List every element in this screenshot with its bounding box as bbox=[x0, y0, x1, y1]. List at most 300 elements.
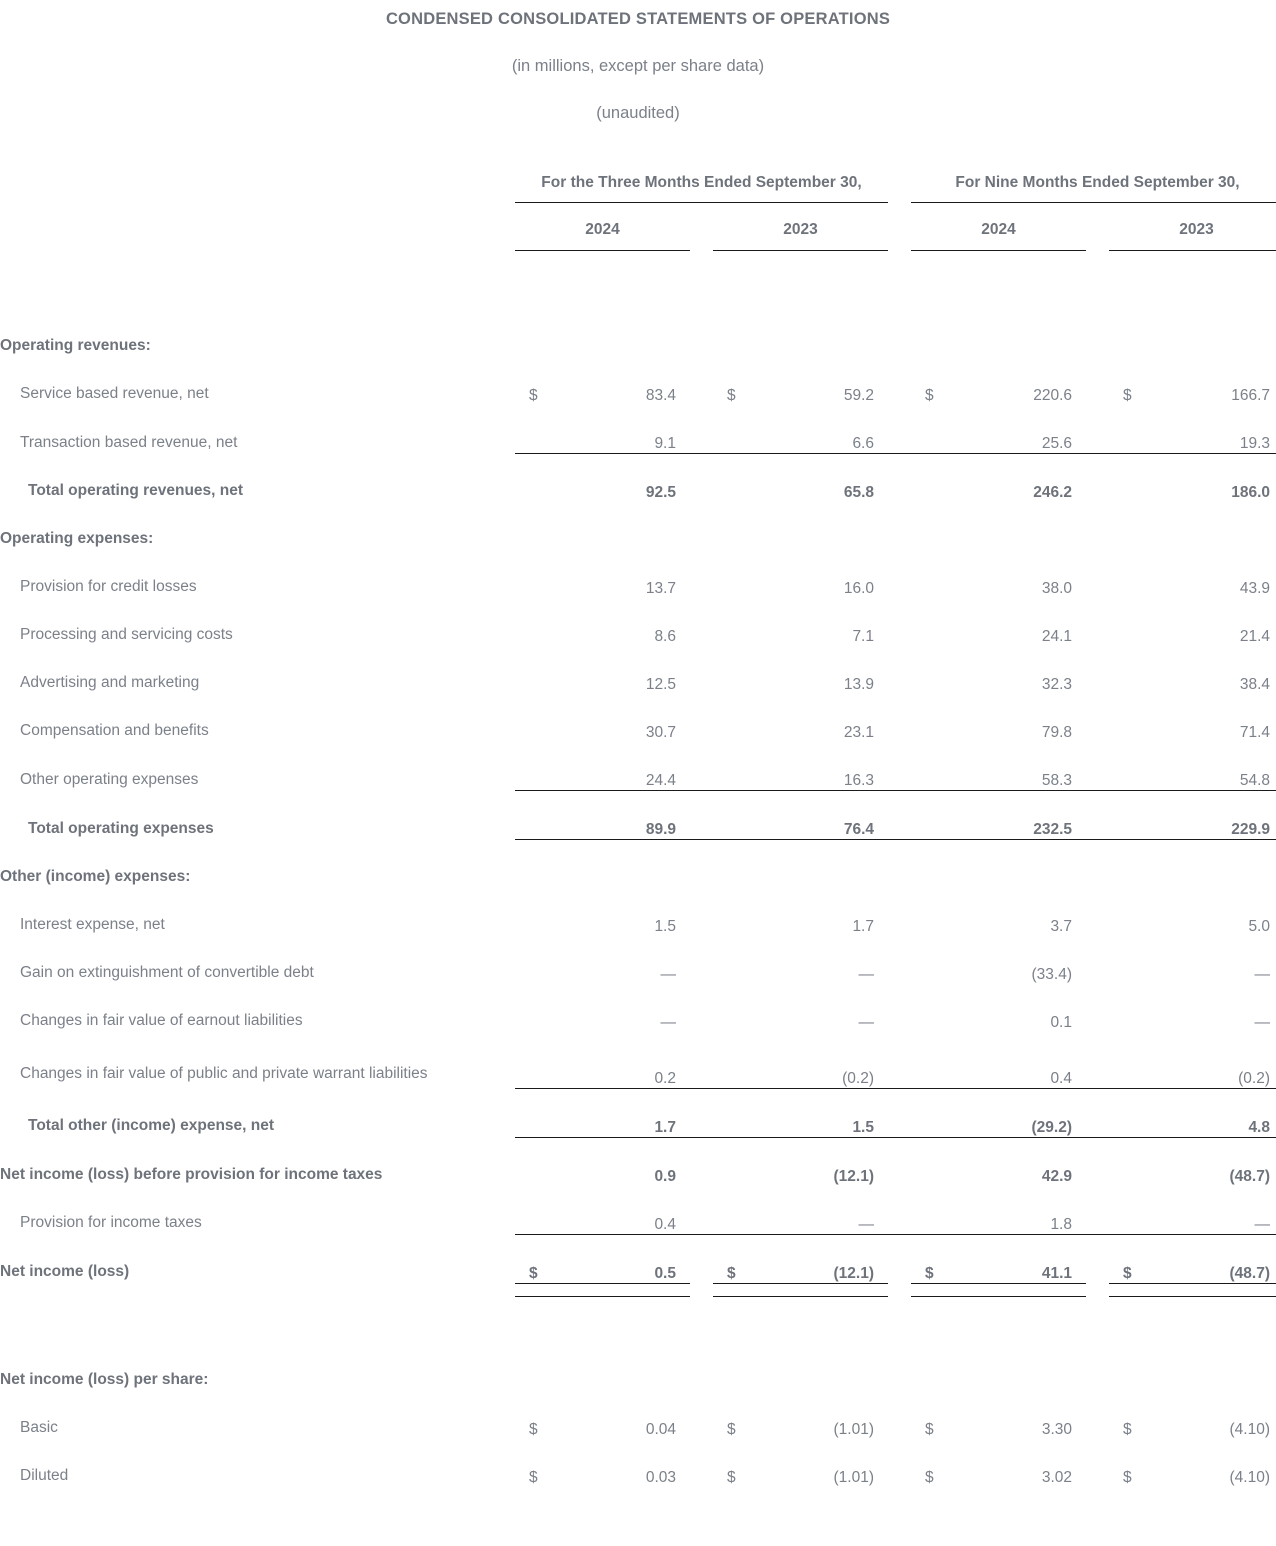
currency-symbol-col1: $ bbox=[529, 1468, 538, 1486]
value-col4: (4.10) bbox=[1229, 1468, 1270, 1486]
double-rule-gap-2 bbox=[888, 1283, 911, 1296]
currency-symbol-col4 bbox=[1109, 1088, 1147, 1137]
section-heading-label: Operating revenues: bbox=[0, 337, 151, 354]
currency-symbol-col1 bbox=[515, 791, 553, 840]
gap-cell bbox=[751, 1296, 888, 1343]
currency-symbol-col2 bbox=[713, 791, 751, 840]
currency-symbol-col2 bbox=[713, 984, 751, 1032]
section-heading-spacer bbox=[888, 840, 911, 889]
column-gap-2 bbox=[888, 1439, 911, 1487]
section-heading-row bbox=[0, 309, 1276, 357]
value-col1: 24.4 bbox=[645, 772, 676, 789]
section-heading-spacer bbox=[1147, 502, 1276, 550]
currency-symbol-col4 bbox=[1109, 598, 1147, 646]
value-col4: — bbox=[1254, 1014, 1270, 1031]
currency-symbol-col1 bbox=[515, 1137, 553, 1186]
section-heading-spacer bbox=[949, 1343, 1086, 1391]
value-col4: (48.7) bbox=[1147, 1234, 1276, 1283]
currency-symbol-col4 bbox=[1109, 742, 1147, 791]
section-heading-spacer bbox=[515, 840, 553, 889]
column-gap-2 bbox=[888, 598, 911, 646]
section-heading-spacer bbox=[553, 840, 690, 889]
column-gap-3 bbox=[1086, 742, 1109, 791]
value-col3: 246.2 bbox=[949, 454, 1086, 503]
row-label: Gain on extinguishment of convertible debt bbox=[20, 964, 314, 981]
row-label: Service based revenue, net bbox=[20, 385, 209, 402]
column-gap-3 bbox=[1086, 694, 1109, 742]
value-col1: 12.5 bbox=[645, 676, 676, 693]
section-heading-spacer bbox=[949, 309, 1086, 357]
table-tail-spacer bbox=[0, 1487, 1276, 1527]
unaudited-subtitle: (unaudited) bbox=[596, 104, 680, 122]
column-gap-2 bbox=[888, 454, 911, 503]
table-row bbox=[0, 791, 1276, 840]
value-col4: 4.8 bbox=[1147, 1088, 1276, 1137]
currency-symbol-col2 bbox=[713, 1137, 751, 1186]
year-header-ytd-2023: 2023 bbox=[1109, 203, 1276, 251]
column-gap-3 bbox=[1086, 646, 1109, 694]
value-col4: 19.3 bbox=[1239, 435, 1270, 452]
section-gap-row bbox=[0, 1296, 1276, 1343]
value-col2: 7.1 bbox=[852, 628, 874, 645]
header-corner-spacer bbox=[0, 170, 515, 203]
column-gap-3 bbox=[1086, 1186, 1109, 1235]
table-row bbox=[0, 1234, 1276, 1283]
value-col4: — bbox=[1254, 966, 1270, 983]
currency-symbol-col3 bbox=[911, 984, 949, 1032]
spacer-cell bbox=[888, 251, 911, 310]
column-gap-3 bbox=[1086, 405, 1109, 454]
value-col4: 229.9 bbox=[1147, 791, 1276, 840]
tail-cell bbox=[553, 1487, 690, 1527]
value-col2: 16.0 bbox=[843, 580, 874, 597]
year-header-row bbox=[0, 203, 1276, 251]
section-heading-spacer bbox=[1109, 840, 1147, 889]
currency-symbol-col3 bbox=[911, 646, 949, 694]
section-heading-spacer bbox=[949, 502, 1086, 550]
tail-cell bbox=[515, 1487, 553, 1527]
row-label: Advertising and marketing bbox=[20, 674, 200, 691]
table-row bbox=[0, 888, 1276, 936]
value-col1: 0.5 bbox=[553, 1234, 690, 1283]
column-gap-2 bbox=[888, 550, 911, 598]
column-gap-2 bbox=[888, 1088, 911, 1137]
currency-symbol-col3 bbox=[911, 1032, 949, 1088]
table-row bbox=[0, 454, 1276, 503]
gap-cell bbox=[1147, 1296, 1276, 1343]
currency-symbol-col2 bbox=[713, 550, 751, 598]
section-heading-spacer bbox=[515, 309, 553, 357]
section-heading-spacer bbox=[690, 309, 713, 357]
value-col1: — bbox=[660, 1014, 676, 1031]
tail-cell bbox=[911, 1487, 949, 1527]
section-heading-spacer bbox=[911, 502, 949, 550]
row-label: Provision for credit losses bbox=[20, 578, 197, 595]
gap-cell bbox=[911, 1296, 949, 1343]
value-col4: 21.4 bbox=[1239, 628, 1270, 645]
currency-symbol-col4: $ bbox=[1123, 387, 1132, 404]
value-col4: (48.7) bbox=[1229, 1167, 1270, 1185]
row-label: Net income (loss) before provision for income taxes bbox=[0, 1165, 383, 1183]
value-col1: 92.5 bbox=[553, 454, 690, 503]
currency-symbol-col2 bbox=[713, 888, 751, 936]
section-heading-spacer bbox=[751, 309, 888, 357]
currency-symbol-col3 bbox=[911, 936, 949, 984]
value-col4: 38.4 bbox=[1239, 676, 1270, 693]
year-row-spacer bbox=[0, 203, 515, 251]
section-heading-spacer bbox=[1086, 309, 1109, 357]
value-col1: 8.6 bbox=[654, 628, 676, 645]
value-col2: 16.3 bbox=[843, 772, 874, 789]
column-gap-2 bbox=[888, 694, 911, 742]
column-gap-1 bbox=[690, 1137, 713, 1186]
column-gap-3 bbox=[1086, 1137, 1109, 1186]
tail-cell bbox=[888, 1487, 911, 1527]
year-header-q3-2024: 2024 bbox=[515, 203, 690, 251]
section-heading-spacer bbox=[1109, 1343, 1147, 1391]
currency-symbol-col3: $ bbox=[925, 1468, 934, 1486]
tail-cell bbox=[1109, 1487, 1147, 1527]
section-heading-label: Operating expenses: bbox=[0, 530, 154, 547]
double-rule-col4-cur bbox=[1109, 1283, 1147, 1296]
value-col3: 25.6 bbox=[1041, 435, 1072, 452]
row-label: Transaction based revenue, net bbox=[20, 433, 238, 451]
currency-symbol-col3 bbox=[911, 1088, 949, 1137]
table-row bbox=[0, 1391, 1276, 1439]
value-col1: 89.9 bbox=[553, 791, 690, 840]
spacer-cell bbox=[1147, 251, 1276, 310]
double-rule-col3-cur bbox=[911, 1283, 949, 1296]
title-block bbox=[0, 0, 1276, 124]
value-col2: (12.1) bbox=[833, 1167, 874, 1185]
spacer-cell bbox=[1109, 251, 1147, 310]
table-row bbox=[0, 1137, 1276, 1186]
value-col4: 54.8 bbox=[1239, 772, 1270, 789]
row-label: Compensation and benefits bbox=[20, 722, 209, 739]
value-col1: 0.9 bbox=[654, 1167, 676, 1185]
spacer-cell bbox=[713, 251, 751, 310]
section-heading-row bbox=[0, 1343, 1276, 1391]
table-row bbox=[0, 1032, 1276, 1088]
tail-cell bbox=[1147, 1487, 1276, 1527]
section-heading-spacer bbox=[888, 502, 911, 550]
value-col1: — bbox=[660, 966, 676, 983]
tail-cell bbox=[713, 1487, 751, 1527]
spacer-cell bbox=[553, 251, 690, 310]
table-row bbox=[0, 550, 1276, 598]
value-col2: 76.4 bbox=[751, 791, 888, 840]
double-rule-col3-num bbox=[949, 1283, 1086, 1296]
currency-symbol-col1 bbox=[515, 598, 553, 646]
tail-cell bbox=[690, 1487, 713, 1527]
column-gap-2 bbox=[888, 1391, 911, 1439]
gap-cell bbox=[888, 1296, 911, 1343]
spacer-cell bbox=[1086, 251, 1109, 310]
year-gap-3 bbox=[1086, 203, 1109, 251]
currency-symbol-col3 bbox=[911, 694, 949, 742]
currency-symbol-col2 bbox=[713, 646, 751, 694]
value-col1: 0.04 bbox=[645, 1420, 676, 1438]
table-row bbox=[0, 984, 1276, 1032]
row-label: Provision for income taxes bbox=[20, 1214, 202, 1231]
value-col2: 65.8 bbox=[751, 454, 888, 503]
table-row bbox=[0, 742, 1276, 791]
currency-symbol-col4 bbox=[1109, 550, 1147, 598]
column-gap-1 bbox=[690, 1439, 713, 1487]
header-body-spacer bbox=[0, 251, 1276, 310]
column-gap-1 bbox=[690, 694, 713, 742]
gap-cell bbox=[1086, 1296, 1109, 1343]
column-gap-1 bbox=[690, 936, 713, 984]
section-heading-spacer bbox=[553, 309, 690, 357]
double-rule-col4-num bbox=[1147, 1283, 1276, 1296]
spacer-cell bbox=[515, 251, 553, 310]
section-heading-spacer bbox=[911, 309, 949, 357]
row-label: Net income (loss) bbox=[0, 1263, 130, 1280]
currency-symbol-col4 bbox=[1109, 791, 1147, 840]
column-gap-2 bbox=[888, 742, 911, 791]
currency-symbol-col4: $ bbox=[1123, 1468, 1132, 1486]
value-col2: — bbox=[858, 1014, 874, 1031]
units-subtitle: (in millions, except per share data) bbox=[511, 57, 765, 75]
value-col3: 79.8 bbox=[1041, 724, 1072, 741]
currency-symbol-col4: $ bbox=[1123, 1420, 1132, 1438]
section-heading-spacer bbox=[515, 502, 553, 550]
section-heading-spacer bbox=[713, 502, 751, 550]
section-heading-spacer bbox=[1086, 840, 1109, 889]
value-col1: 30.7 bbox=[645, 724, 676, 741]
value-col3: 220.6 bbox=[1033, 387, 1072, 404]
currency-symbol-col1 bbox=[515, 405, 553, 454]
currency-symbol-col1 bbox=[515, 936, 553, 984]
column-gap-3 bbox=[1086, 888, 1109, 936]
value-col3: 3.02 bbox=[1041, 1468, 1072, 1486]
column-gap-1 bbox=[690, 646, 713, 694]
section-heading-spacer bbox=[1086, 502, 1109, 550]
currency-symbol-col1 bbox=[515, 646, 553, 694]
section-heading-spacer bbox=[1109, 502, 1147, 550]
row-label: Total other (income) expense, net bbox=[28, 1117, 275, 1134]
value-col2: (0.2) bbox=[842, 1069, 874, 1087]
column-gap-1 bbox=[690, 791, 713, 840]
value-col4: 166.7 bbox=[1231, 387, 1270, 404]
currency-symbol-col1: $ bbox=[529, 1420, 538, 1438]
table-row bbox=[0, 694, 1276, 742]
column-gap-2 bbox=[888, 888, 911, 936]
value-col1: 9.1 bbox=[654, 435, 676, 452]
column-gap-3 bbox=[1086, 1391, 1109, 1439]
financial-table bbox=[0, 170, 1276, 1527]
currency-symbol-col4 bbox=[1109, 1032, 1147, 1088]
row-label: Interest expense, net bbox=[20, 916, 165, 933]
value-col1: 0.2 bbox=[654, 1069, 676, 1087]
column-gap-1 bbox=[690, 1391, 713, 1439]
column-gap-1 bbox=[690, 405, 713, 454]
section-heading-spacer bbox=[553, 1343, 690, 1391]
year-gap-1 bbox=[690, 203, 713, 251]
currency-symbol-col3 bbox=[911, 1186, 949, 1235]
value-col2: — bbox=[858, 966, 874, 983]
column-gap-1 bbox=[690, 1186, 713, 1235]
section-heading-spacer bbox=[911, 1343, 949, 1391]
section-heading-label: Other (income) expenses: bbox=[0, 868, 191, 885]
value-col3: 38.0 bbox=[1041, 580, 1072, 597]
table-header bbox=[0, 170, 1276, 251]
page-title: CONDENSED CONSOLIDATED STATEMENTS OF OPERATIONS bbox=[385, 10, 891, 28]
currency-symbol-col4 bbox=[1109, 984, 1147, 1032]
currency-symbol-col4 bbox=[1109, 646, 1147, 694]
currency-symbol-col2: $ bbox=[727, 387, 736, 404]
row-label: Changes in fair value of public and private warrant liabilities bbox=[20, 1065, 428, 1082]
currency-symbol-col1 bbox=[515, 888, 553, 936]
section-heading-spacer bbox=[1147, 309, 1276, 357]
spacer-cell bbox=[690, 251, 713, 310]
currency-symbol-col2 bbox=[713, 1186, 751, 1235]
section-heading-row bbox=[0, 502, 1276, 550]
section-heading-spacer bbox=[1109, 309, 1147, 357]
row-label: Changes in fair value of earnout liabilities bbox=[20, 1012, 303, 1029]
value-col2: 1.7 bbox=[852, 918, 874, 935]
row-label: Basic bbox=[20, 1418, 58, 1436]
spacer-cell bbox=[0, 251, 515, 310]
column-gap-1 bbox=[690, 742, 713, 791]
currency-symbol-col2 bbox=[713, 1088, 751, 1137]
gap-cell bbox=[690, 1296, 713, 1343]
currency-symbol-col2: $ bbox=[713, 1234, 751, 1283]
table-row bbox=[0, 598, 1276, 646]
column-gap-2 bbox=[888, 405, 911, 454]
column-gap-3 bbox=[1086, 550, 1109, 598]
tail-cell bbox=[1086, 1487, 1109, 1527]
column-gap-1 bbox=[690, 1234, 713, 1283]
spacer-cell bbox=[751, 251, 888, 310]
column-gap-1 bbox=[690, 1032, 713, 1088]
double-rule-col1-cur bbox=[515, 1283, 553, 1296]
currency-symbol-col4 bbox=[1109, 454, 1147, 503]
section-heading-spacer bbox=[1147, 840, 1276, 889]
section-heading-spacer bbox=[1147, 1343, 1276, 1391]
currency-symbol-col2 bbox=[713, 1032, 751, 1088]
column-gap-2 bbox=[888, 936, 911, 984]
value-col3: 0.1 bbox=[1050, 1014, 1072, 1031]
table-row bbox=[0, 1186, 1276, 1235]
gap-cell bbox=[1109, 1296, 1147, 1343]
section-heading-spacer bbox=[713, 840, 751, 889]
gap-cell bbox=[949, 1296, 1086, 1343]
value-col3: 24.1 bbox=[1041, 628, 1072, 645]
column-gap-3 bbox=[1086, 454, 1109, 503]
column-gap-3 bbox=[1086, 984, 1109, 1032]
value-col2: 59.2 bbox=[843, 387, 874, 404]
row-label: Diluted bbox=[20, 1466, 69, 1484]
value-col1: 1.7 bbox=[553, 1088, 690, 1137]
section-heading-spacer bbox=[911, 840, 949, 889]
spacer-cell bbox=[911, 251, 949, 310]
tail-cell bbox=[949, 1487, 1086, 1527]
table-row bbox=[0, 1439, 1276, 1487]
currency-symbol-col3 bbox=[911, 598, 949, 646]
column-gap-2 bbox=[888, 984, 911, 1032]
column-gap-3 bbox=[1086, 1439, 1109, 1487]
currency-symbol-col4 bbox=[1109, 405, 1147, 454]
row-label: Processing and servicing costs bbox=[20, 626, 233, 643]
section-heading-spacer bbox=[751, 502, 888, 550]
value-col2: 23.1 bbox=[843, 724, 874, 741]
value-col2: 1.5 bbox=[751, 1088, 888, 1137]
currency-symbol-col1: $ bbox=[515, 1234, 553, 1283]
column-group-nine-months: For Nine Months Ended September 30, bbox=[911, 170, 1276, 203]
value-col3: 32.3 bbox=[1041, 676, 1072, 693]
currency-symbol-col4: $ bbox=[1109, 1234, 1147, 1283]
value-col1: 0.4 bbox=[654, 1215, 676, 1233]
currency-symbol-col1 bbox=[515, 550, 553, 598]
currency-symbol-col2 bbox=[713, 405, 751, 454]
row-label: Total operating expenses bbox=[28, 819, 214, 837]
section-heading-spacer bbox=[751, 840, 888, 889]
row-label: Other operating expenses bbox=[20, 770, 199, 788]
section-heading-spacer bbox=[690, 840, 713, 889]
column-gap-1 bbox=[690, 1088, 713, 1137]
currency-symbol-col4 bbox=[1109, 694, 1147, 742]
column-gap-2 bbox=[888, 1032, 911, 1088]
value-col1: 0.03 bbox=[645, 1468, 676, 1486]
column-group-header-row bbox=[0, 170, 1276, 203]
column-gap-3 bbox=[1086, 1032, 1109, 1088]
currency-symbol-col2 bbox=[713, 454, 751, 503]
gap-cell bbox=[713, 1296, 751, 1343]
section-heading-spacer bbox=[690, 502, 713, 550]
value-col1: 83.4 bbox=[645, 387, 676, 404]
gap-cell bbox=[0, 1296, 515, 1343]
row-label: Total operating revenues, net bbox=[28, 482, 244, 499]
table-body bbox=[0, 251, 1276, 1527]
value-col4: 71.4 bbox=[1239, 724, 1270, 741]
double-rule-col2-cur bbox=[713, 1283, 751, 1296]
column-gap-1 bbox=[690, 550, 713, 598]
table-row bbox=[0, 357, 1276, 405]
value-col4: (0.2) bbox=[1238, 1069, 1270, 1087]
value-col2: (12.1) bbox=[751, 1234, 888, 1283]
column-gap-1 bbox=[690, 888, 713, 936]
value-col4: (4.10) bbox=[1229, 1420, 1270, 1438]
currency-symbol-col1 bbox=[515, 1032, 553, 1088]
double-rule-gap-3 bbox=[1086, 1283, 1109, 1296]
table-row bbox=[0, 936, 1276, 984]
year-header-ytd-2024: 2024 bbox=[911, 203, 1086, 251]
column-gap-3 bbox=[1086, 936, 1109, 984]
currency-symbol-col2: $ bbox=[727, 1468, 736, 1486]
column-gap-1 bbox=[690, 984, 713, 1032]
value-col3: (33.4) bbox=[1031, 966, 1072, 983]
section-heading-spacer bbox=[751, 1343, 888, 1391]
section-heading-spacer bbox=[553, 502, 690, 550]
currency-symbol-col3 bbox=[911, 888, 949, 936]
currency-symbol-col3 bbox=[911, 405, 949, 454]
section-heading-spacer bbox=[888, 1343, 911, 1391]
currency-symbol-col3 bbox=[911, 454, 949, 503]
column-group-three-months: For the Three Months Ended September 30, bbox=[515, 170, 888, 203]
section-heading-spacer bbox=[515, 1343, 553, 1391]
value-col3: 42.9 bbox=[1041, 1167, 1072, 1185]
value-col3: 41.1 bbox=[949, 1234, 1086, 1283]
currency-symbol-col3: $ bbox=[925, 1420, 934, 1438]
column-gap-1 bbox=[690, 357, 713, 405]
header-group-gap bbox=[888, 170, 911, 203]
currency-symbol-col4 bbox=[1109, 888, 1147, 936]
value-col4: 186.0 bbox=[1147, 454, 1276, 503]
column-gap-2 bbox=[888, 1234, 911, 1283]
currency-symbol-col1: $ bbox=[529, 387, 538, 404]
